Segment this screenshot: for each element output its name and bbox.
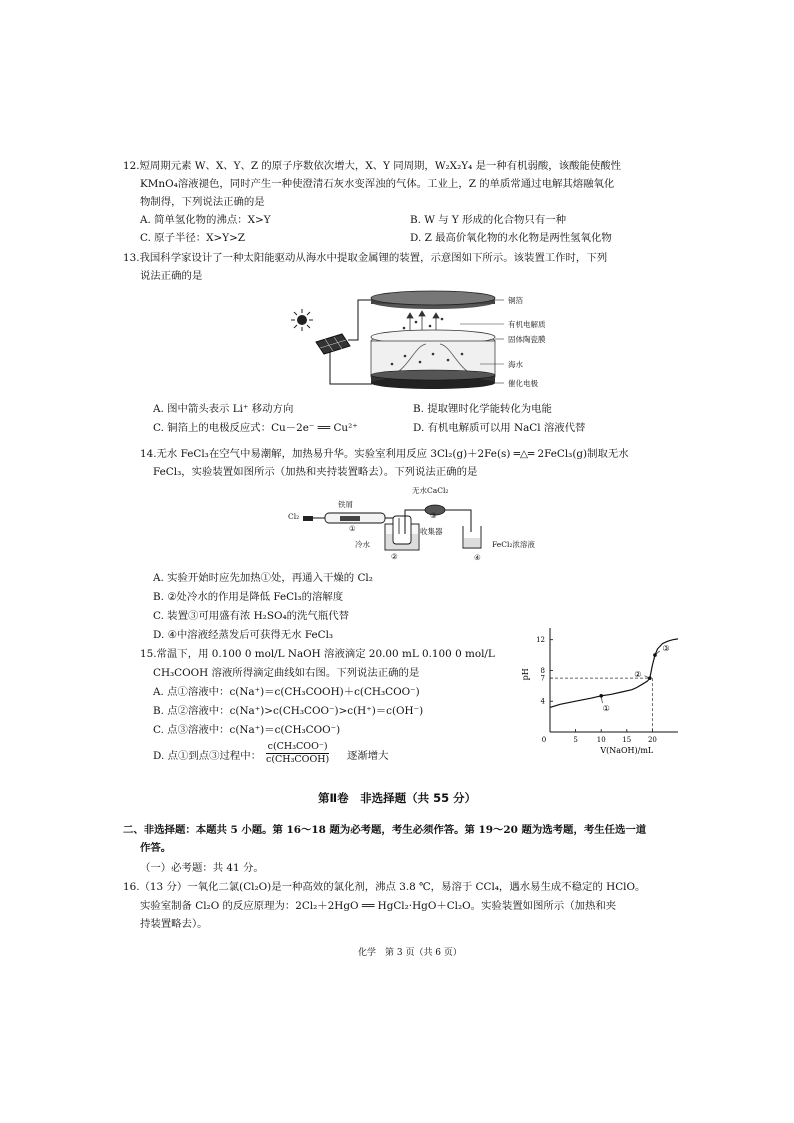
- apparatus-2-marker: ②: [391, 552, 398, 561]
- label-catalytic-electrode: 催化电极: [508, 379, 538, 388]
- q13-stem-line2: 说法正确的是: [140, 270, 203, 282]
- apparatus-4-marker: ④: [474, 553, 481, 562]
- q15-option-b: B. 点②溶液中：c(Na⁺)>c(CH₃COO⁻)>c(H⁺)＝c(OH⁻): [153, 705, 424, 717]
- q12-option-a: A. 简单氢化物的沸点：X>Y: [140, 214, 271, 226]
- label-collector: 收集器: [420, 527, 443, 536]
- q12-option-b: B. W 与 Y 形成的化合物只有一种: [410, 214, 566, 226]
- q14-stem-line1: 14.无水 FeCl₃在空气中易潮解，加热易升华。实验室利用反应 3Cl₂(g)＋2Fe(s) ═△═ 2FeCl₃(g)制取无水: [140, 448, 629, 460]
- x-tick-label: 10: [596, 736, 606, 744]
- y-tick-label: 4: [540, 697, 545, 706]
- apparatus-3-marker: ③: [430, 511, 437, 520]
- q13-option-d: D. 有机电解质可以用 NaCl 溶液代替: [413, 422, 586, 434]
- q15-option-d-prefix: D. 点①到点③过程中：: [153, 750, 262, 762]
- fraction-numerator: c(CH₃COO⁻): [267, 741, 328, 752]
- q14-option-b: B. ②处冷水的作用是降低 FeCl₃的溶解度: [153, 591, 344, 603]
- q15-stem-line2: CH₃COOH 溶液所得滴定曲线如右图。下列说法正确的是: [153, 667, 420, 679]
- x-tick-label: 5: [573, 736, 578, 744]
- ph-curve-line: [550, 639, 678, 708]
- q13-option-c: C. 铜箔上的电极反应式：Cu－2e⁻ ══ Cu²⁺: [153, 422, 358, 434]
- part2-heading: 第Ⅱ卷 非选择题（共 55 分）: [318, 791, 477, 805]
- q14-option-c: C. 装置③可用盛有浓 H₂SO₄的洗气瓶代替: [153, 610, 349, 622]
- label-iron-filings: 铁屑: [338, 500, 353, 509]
- required-questions-subheading: （一）必考题：共 41 分。: [140, 862, 264, 874]
- titration-curve-chart: [518, 622, 688, 757]
- q15-option-c: C. 点③溶液中：c(Na⁺)＝c(CH₃COO⁻): [153, 724, 341, 736]
- label-organic-electrolyte: 有机电解质: [508, 320, 546, 329]
- x-tick-label: 20: [647, 736, 657, 744]
- part2-instructions-line2: 作答。: [140, 842, 172, 854]
- fraction-denominator: c(CH₃COOH): [266, 754, 330, 765]
- page-footer: 化学 第 3 页（共 6 页）: [358, 948, 462, 958]
- q15-option-d-fraction: [266, 741, 329, 766]
- point-label: ③: [662, 644, 670, 654]
- q16-stem-line2: 实验室制备 Cl₂O 的反应原理为：2Cl₂＋2HgO ══ HgCl₂·HgO＋Cl₂O。实验装置如图所示（加热和夹: [140, 900, 617, 912]
- q15-stem-line1: 15.常温下，用 0.100 0 mol/L NaOH 溶液滴定 20.00 mL 0.100 0 mol/L: [140, 648, 495, 660]
- apparatus-1-marker: ①: [349, 524, 356, 533]
- q16-stem-line3: 持装置略去）。: [140, 918, 208, 930]
- q12-option-d: D. Z 最高价氧化物的水化物是两性氢氧化物: [410, 232, 612, 244]
- x-axis-label: V(NaOH)/mL: [600, 746, 654, 755]
- x-tick-label: 15: [622, 736, 632, 744]
- q14-stem-line2: FeCl₃，实验装置如图所示（加热和夹持装置略去）。下列说法正确的是: [153, 466, 478, 478]
- label-seawater: 海水: [508, 360, 523, 369]
- q12-stem-line2: KMnO₄溶液褪色，同时产生一种使澄清石灰水变浑浊的气体。工业上，Z 的单质常通过电解其熔融氧化: [140, 178, 615, 190]
- y-axis-label: pH: [521, 668, 530, 681]
- part2-instructions-line1: 二、非选择题：本题共 5 小题。第 16～18 题为必考题，考生必须作答。第 19～20 题为选考题，考生任选一道: [123, 824, 647, 836]
- y-tick-label: 8: [540, 666, 545, 675]
- y-tick-label: 7: [540, 674, 545, 683]
- label-copper-foil: 铜箔: [508, 296, 523, 305]
- label-cold-water: 冷水: [355, 540, 370, 549]
- label-fecl2-solution: FeCl₂浓溶液: [492, 540, 535, 549]
- q12-stem-line1: 12.短周期元素 W、X、Y、Z 的原子序数依次增大，X、Y 同周期，W₂X₂Y₄ 是一种有机弱酸，该酸能使酸性: [123, 160, 622, 172]
- sun-icon: [291, 309, 313, 331]
- q14-option-a: A. 实验开始时应先加热①处，再通入干燥的 Cl₂: [153, 572, 373, 584]
- q13-option-a: A. 图中箭头表示 Li⁺ 移动方向: [153, 403, 294, 415]
- label-ceramic-membrane: 固体陶瓷膜: [508, 335, 546, 344]
- q15-option-a: A. 点①溶液中：c(Na⁺)＝c(CH₃COOH)＋c(CH₃COO⁻): [153, 686, 420, 698]
- point-label: ①: [602, 703, 610, 713]
- q16-stem-line1: 16.（13 分）一氧化二氯(Cl₂O)是一种高效的氯化剂，沸点 3.8 ℃，易溶于 CCl₄，遇水易生成不稳定的 HClO。: [123, 881, 646, 893]
- q13-option-b: B. 提取锂时化学能转化为电能: [413, 403, 552, 415]
- x-tick-label: 0: [541, 736, 547, 744]
- q12-option-c: C. 原子半径：X>Y>Z: [140, 232, 246, 244]
- q12-stem-line3: 物制得，下列说法正确的是: [140, 196, 265, 208]
- point-label: ②: [634, 670, 642, 680]
- y-tick-label: 12: [536, 636, 545, 645]
- q13-stem-line1: 13.我国科学家设计了一种太阳能驱动从海水中提取金属锂的装置，示意图如下所示。该装置工作时，下列: [123, 252, 608, 264]
- q15-option-d-suffix: 逐渐增大: [347, 750, 389, 762]
- label-anhydrous-cacl2: 无水CaCl₂: [412, 486, 449, 495]
- solar-panel-icon: [316, 334, 350, 354]
- label-cl2-inlet: Cl₂: [288, 512, 300, 521]
- q14-option-d: D. ④中溶液经蒸发后可获得无水 FeCl₃: [153, 629, 334, 641]
